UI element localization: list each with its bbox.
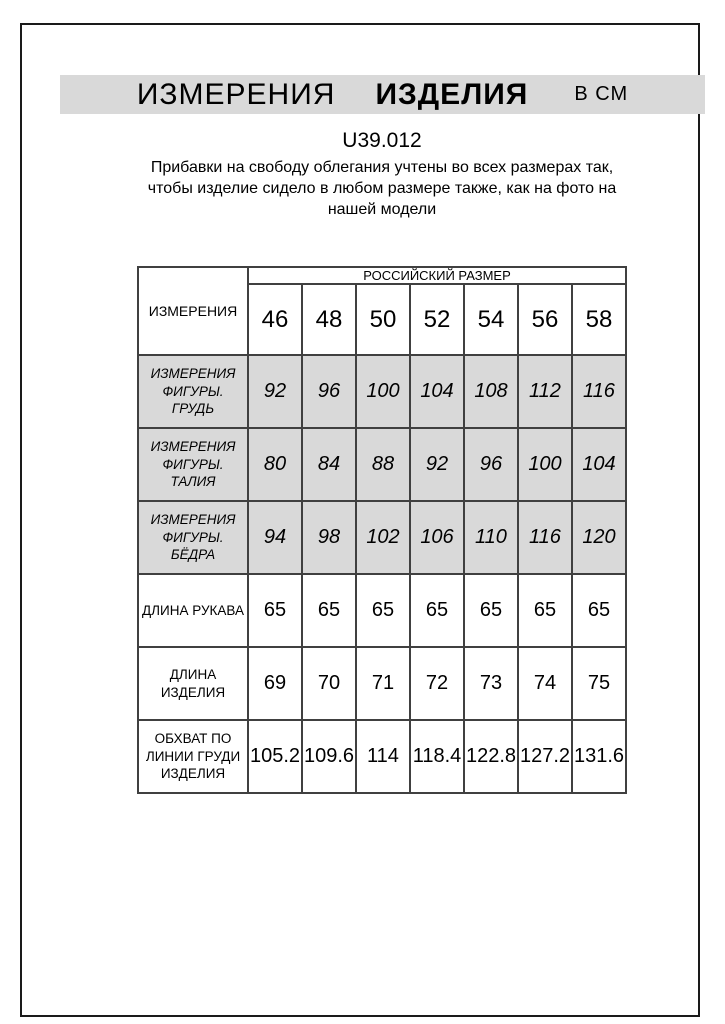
row-label: ИЗМЕРЕНИЯ ФИГУРЫ. ТАЛИЯ	[138, 428, 248, 501]
size-header-cell: 50	[356, 284, 410, 355]
value-cell: 100	[518, 428, 572, 501]
value-cell: 98	[302, 501, 356, 574]
value-cell: 75	[572, 647, 626, 720]
value-cell: 100	[356, 355, 410, 428]
russian-size-header: РОССИЙСКИЙ РАЗМЕР	[248, 267, 626, 284]
row-label: ИЗМЕРЕНИЯ ФИГУРЫ. ГРУДЬ	[138, 355, 248, 428]
value-cell: 65	[356, 574, 410, 647]
value-cell: 74	[518, 647, 572, 720]
fit-note-line: Прибавки на свободу облегания учтены во всех размерах так,	[150, 159, 614, 176]
value-cell: 114	[356, 720, 410, 793]
measurements-corner-header: ИЗМЕРЕНИЯ	[138, 267, 248, 355]
value-cell: 65	[248, 574, 302, 647]
value-cell: 116	[518, 501, 572, 574]
value-cell: 72	[410, 647, 464, 720]
size-header-cell: 54	[464, 284, 518, 355]
value-cell: 118.4	[410, 720, 464, 793]
value-cell: 110	[464, 501, 518, 574]
value-cell: 65	[410, 574, 464, 647]
value-cell: 109.6	[302, 720, 356, 793]
value-cell: 73	[464, 647, 518, 720]
value-cell: 65	[518, 574, 572, 647]
value-cell: 102	[356, 501, 410, 574]
value-cell: 94	[248, 501, 302, 574]
table-row	[138, 647, 626, 720]
value-cell: 108	[464, 355, 518, 428]
table-row	[138, 720, 626, 793]
value-cell: 92	[410, 428, 464, 501]
value-cell: 69	[248, 647, 302, 720]
table-row	[138, 355, 626, 428]
table-row	[138, 501, 626, 574]
value-cell: 84	[302, 428, 356, 501]
value-cell: 80	[248, 428, 302, 501]
value-cell: 131.6	[572, 720, 626, 793]
value-cell: 105.2	[248, 720, 302, 793]
size-header-cell: 52	[410, 284, 464, 355]
size-table	[137, 266, 627, 794]
fit-note-line: нашей модели	[327, 201, 437, 218]
value-cell: 92	[248, 355, 302, 428]
value-cell: 70	[302, 647, 356, 720]
value-cell: 65	[572, 574, 626, 647]
value-cell: 88	[356, 428, 410, 501]
title-measurements: ИЗМЕРЕНИЯ	[136, 77, 336, 111]
table-row	[138, 428, 626, 501]
value-cell: 71	[356, 647, 410, 720]
group-header-row	[138, 267, 626, 284]
size-header-cell: 56	[518, 284, 572, 355]
value-cell: 127.2	[518, 720, 572, 793]
fit-note	[42, 157, 722, 220]
page-border-frame	[20, 23, 700, 1017]
size-header-cell: 48	[302, 284, 356, 355]
table-row	[138, 574, 626, 647]
row-label: ОБХВАТ ПО ЛИНИИ ГРУДИ ИЗДЕЛИЯ	[138, 720, 248, 793]
value-cell: 96	[302, 355, 356, 428]
value-cell: 65	[464, 574, 518, 647]
value-cell: 96	[464, 428, 518, 501]
row-label: ИЗМЕРЕНИЯ ФИГУРЫ. БЁДРА	[138, 501, 248, 574]
row-label: ДЛИНА ИЗДЕЛИЯ	[138, 647, 248, 720]
size-header-cell: 46	[248, 284, 302, 355]
row-label: ДЛИНА РУКАВА	[138, 574, 248, 647]
value-cell: 120	[572, 501, 626, 574]
value-cell: 122.8	[464, 720, 518, 793]
fit-note-line: чтобы изделие сидело в любом размере также, как на фото на	[147, 180, 617, 197]
size-header-cell: 58	[572, 284, 626, 355]
value-cell: 112	[518, 355, 572, 428]
title-units: В СМ	[574, 83, 629, 105]
value-cell: 116	[572, 355, 626, 428]
title-bar	[60, 75, 705, 114]
value-cell: 104	[410, 355, 464, 428]
title-product: ИЗДЕЛИЯ	[375, 77, 529, 111]
article-code: U39.012	[342, 129, 422, 152]
value-cell: 65	[302, 574, 356, 647]
value-cell: 104	[572, 428, 626, 501]
value-cell: 106	[410, 501, 464, 574]
